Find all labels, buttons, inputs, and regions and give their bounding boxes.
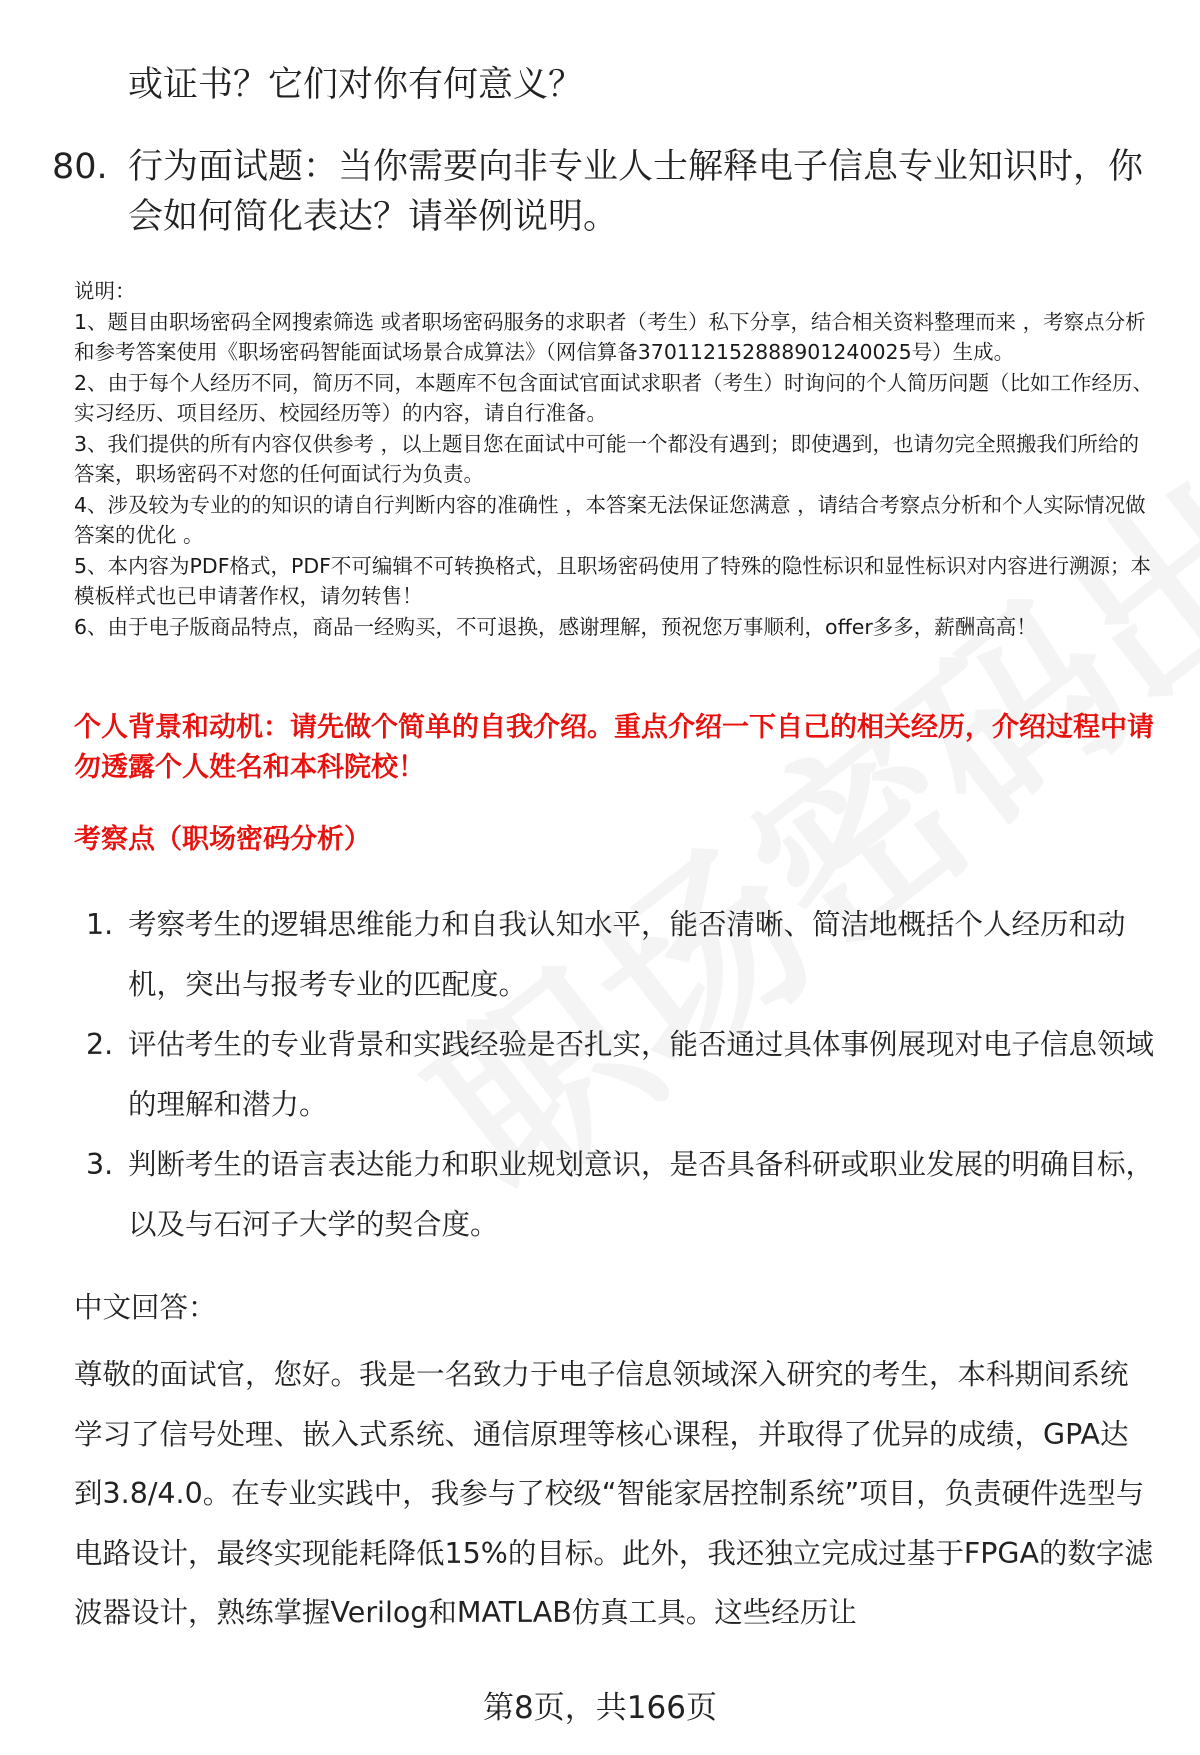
- section-heading: 个人背景和动机：请先做个简单的自我介绍。重点介绍一下自己的相关经历，介绍过程中请勿透露个人姓名和本科院校！: [74, 712, 1154, 783]
- note-item: 1、题目由职场密码全网搜索筛选 或者职场密码服务的求职者（考生）私下分享，结合相关资料整理而来 ，考察点分析和参考答案使用《职场密码智能面试场景合成算法》（网信算备370112152888901240025号）生成。: [74, 309, 1146, 364]
- note-item: 3、我们提供的所有内容仅供参考 ，以上题目您在面试中可能一个都没有遇到；即使遇到，也请勿完全照搬我们所给的答案，职场密码不对您的任何面试行为负责。: [74, 431, 1140, 486]
- answer-label: 中文回答：: [74, 1291, 217, 1324]
- list-item-number: 3.: [86, 1148, 114, 1181]
- notes-title: 说明：: [74, 279, 136, 303]
- list-item: [86, 1015, 1166, 1135]
- analysis-heading: 考察点（职场密码分析）: [74, 824, 371, 855]
- list-item-text: 考察考生的逻辑思维能力和自我认知水平，能否清晰、简洁地概括个人经历和动机，突出与报考专业的匹配度。: [128, 908, 1126, 1001]
- note-item: 2、由于每个人经历不同，简历不同，本题库不包含面试官面试求职者（考生）时询问的个人简历问题（比如工作经历、实习经历、项目经历、校园经历等）的内容，请自行准备。: [74, 370, 1154, 425]
- analysis-points: [86, 895, 1166, 1255]
- list-item-text: 判断考生的语言表达能力和职业规划意识，是否具备科研或职业发展的明确目标，以及与石河子大学的契合度。: [128, 1148, 1155, 1241]
- question-80: [52, 142, 1144, 237]
- list-item-number: 2.: [86, 1028, 114, 1061]
- list-item: [86, 895, 1166, 1015]
- page-footer: 第8页，共166页: [483, 1690, 717, 1726]
- list-item-number: 1.: [86, 908, 114, 941]
- note-item: 6、由于电子版商品特点，商品一经购买，不可退换，感谢理解，预祝您万事顺利，offer多多，薪酬高高！: [74, 614, 1037, 639]
- list-item: [86, 1135, 1166, 1255]
- question-text: 行为面试题：当你需要向非专业人士解释电子信息专业知识时，你会如何简化表达？请举例说明。: [128, 147, 1144, 237]
- question-continuation: 或证书？它们对你有何意义？: [128, 65, 584, 105]
- question-number: 80.: [52, 147, 108, 187]
- list-item-text: 评估考生的专业背景和实践经验是否扎实，能否通过具体事例展现对电子信息领域的理解和潜力。: [128, 1028, 1155, 1121]
- note-item: 5、本内容为PDF格式，PDF不可编辑不可转换格式，且职场密码使用了特殊的隐性标识和显性标识对内容进行溯源；本模板样式也已申请著作权，请勿转售！: [74, 553, 1151, 608]
- note-item: 4、涉及较为专业的的知识的请自行判断内容的准确性 ，本答案无法保证您满意 ，请结合考察点分析和个人实际情况做答案的优化 。: [74, 492, 1146, 547]
- answer-text: 尊敬的面试官，您好。我是一名致力于电子信息领域深入研究的考生，本科期间系统学习了信号处理、嵌入式系统、通信原理等核心课程，并取得了优异的成绩，GPA达到3.8/4.0。在专业实践中，我参与了校级“智能家居控制系统”项目，负责硬件选型与电路设计，最终实现能耗降低15%的目标。此外，我还独立完成过基于FPGA的数字滤波器设计，熟练掌握Verilog和MATLAB仿真工具。这些经历让: [74, 1358, 1154, 1629]
- notes-block: [74, 276, 1154, 642]
